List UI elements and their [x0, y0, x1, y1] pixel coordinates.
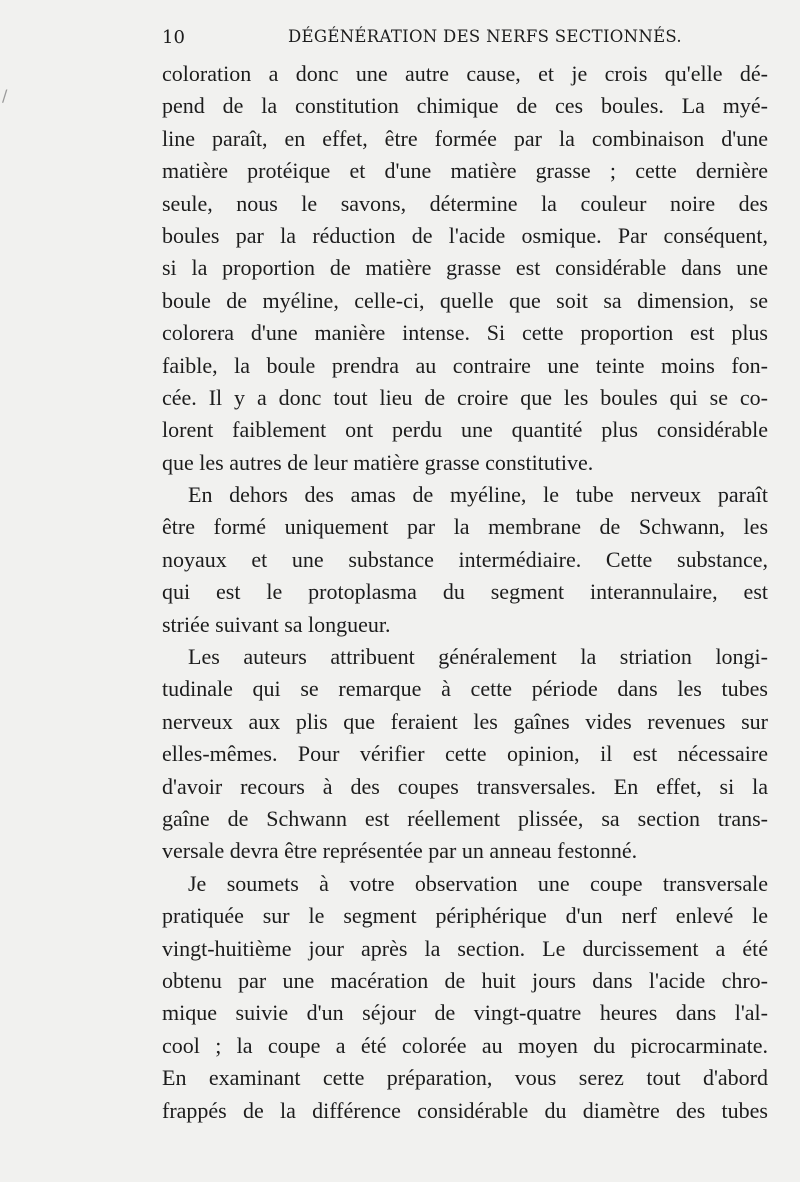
body-text	[162, 58, 768, 1127]
text-line: coloration a donc une autre cause, et je crois qu'elle dé-	[162, 61, 768, 86]
text-line: En dehors des amas de myéline, le tube nerveux paraît	[188, 482, 768, 508]
text-line: d'avoir recours à des coupes transversales. En effet, si la	[162, 773, 768, 799]
text-line: obtenu par une macération de huit jours dans l'acide chro-	[162, 967, 768, 993]
paragraph	[162, 868, 768, 1127]
text-line: gaîne de Schwann est réellement plissée, sa section trans-	[162, 805, 768, 831]
text-line: mique suivie d'un séjour de vingt-quatre heures dans l'al-	[162, 1000, 768, 1026]
text-line: si la proportion de matière grasse est considérable dans une	[162, 255, 768, 281]
text-line: qui est le protoplasma du segment interannulaire, est	[162, 579, 768, 605]
text-line: boule de myéline, celle-ci, quelle que soit sa dimension, se	[162, 287, 768, 313]
paragraph	[162, 58, 768, 479]
text-line: colorera d'une manière intense. Si cette proportion est plus	[162, 320, 768, 346]
text-line: pend de la constitution chimique de ces boules. La myé-	[162, 93, 768, 119]
text-line: versale devra être représentée par un anneau festonné.	[162, 838, 638, 864]
text-line: nerveux aux plis que feraient les gaînes vides revenues sur	[162, 708, 768, 734]
text-line: vingt-huitième jour après la section. Le durcissement a été	[162, 935, 768, 961]
text-line: frappés de la différence considérable du diamètre des tubes	[162, 1097, 768, 1123]
text-line: que les autres de leur matière grasse constitutive.	[162, 449, 594, 475]
text-line: matière protéique et d'une matière grasse ; cette dernière	[162, 158, 768, 184]
text-line: striée suivant sa longueur.	[162, 611, 391, 637]
margin-mark: /	[2, 86, 8, 105]
text-line: faible, la boule prendra au contraire une teinte moins fon-	[162, 352, 768, 378]
text-line: seule, nous le savons, détermine la couleur noire des	[162, 190, 768, 216]
text-line: pratiquée sur le segment périphérique d'un nerf enlevé le	[162, 903, 768, 929]
paragraph	[162, 641, 768, 868]
running-head	[162, 27, 768, 55]
text-line: elles-mêmes. Pour vérifier cette opinion, il est nécessaire	[162, 741, 768, 767]
text-line: tudinale qui se remarque à cette période dans les tubes	[162, 676, 768, 702]
text-line: cool ; la coupe a été colorée au moyen du picrocarminate.	[162, 1032, 768, 1058]
text-line: En examinant cette préparation, vous serez tout d'abord	[162, 1065, 768, 1091]
paragraph	[162, 479, 768, 641]
text-line: cée. Il y a donc tout lieu de croire que les boules qui se co-	[162, 384, 768, 410]
text-line: Les auteurs attribuent généralement la striation longi-	[188, 644, 768, 670]
text-line: Je soumets à votre observation une coupe transversale	[188, 870, 768, 896]
text-line: être formé uniquement par la membrane de Schwann, les	[162, 514, 768, 540]
text-line: noyaux et une substance intermédiaire. Cette substance,	[162, 546, 768, 572]
text-line: line paraît, en effet, être formée par la combinaison d'une	[162, 125, 768, 151]
running-title: DÉGÉNÉRATION DES NERFS SECTIONNÉS.	[288, 27, 682, 46]
page-number: 10	[162, 27, 185, 48]
text-line: lorent faiblement ont perdu une quantité plus considérable	[162, 417, 768, 443]
text-line: boules par la réduction de l'acide osmique. Par conséquent,	[162, 222, 768, 248]
